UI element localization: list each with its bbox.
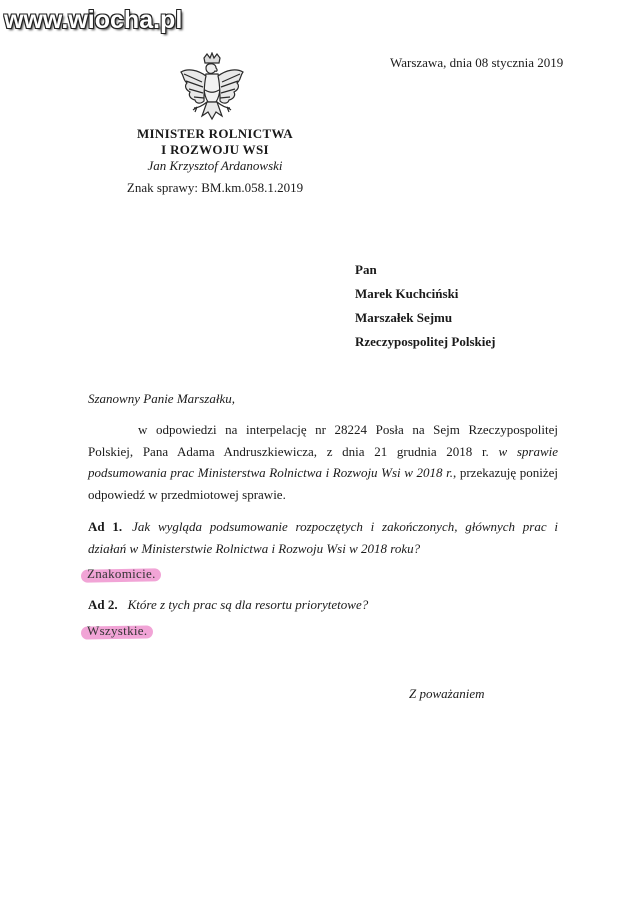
polish-eagle-emblem-icon [178,52,246,130]
body-subject: w sprawie podsumowania prac Ministerstwa Rolnictwa i Rozwoju Wsi w 2018 r. [88,443,559,480]
body-text: w odpowiedzi na interpelację nr 28224 Posła na Sejm Rzeczypospolitej Polskiej, Pana Adama Andruszkiewicza, z dnia 21 grudnia 2018 r. [88,422,558,459]
question-label: Ad 2. [88,597,118,612]
answer-2 [87,623,147,639]
answer-text: Znakomicie. [87,566,156,581]
addressee-block [355,262,495,358]
salutation: Szanowny Panie Marszałku, [88,391,235,406]
ministry-title [110,126,320,158]
question-1 [88,516,558,559]
answer-1 [87,566,156,582]
question-text: Które z tych prac są dla resortu priorytetowe? [127,597,369,612]
minister-name: Jan Krzysztof Ardanowski [147,158,283,173]
addressee-line: Rzeczypospolitej Polskiej [355,334,496,349]
question-text: Jak wygląda podsumowanie rozpoczętych i zakończonych, głównych prac i działań w Ministerstwie Rolnictwa i Rozwoju Wsi w 2018 roku? [88,519,558,556]
question-label: Ad 1. [88,519,123,534]
site-watermark: www.wiocha.pl [4,6,183,34]
addressee-line: Marek Kuchciński [355,286,459,301]
question-2 [88,594,558,616]
addressee-line: Marszałek Sejmu [355,310,453,325]
closing-formula: Z poważaniem [409,686,485,701]
letter-date: Warszawa, dnia 08 stycznia 2019 [390,55,564,70]
body-text: , przekazuję poniżej odpowiedź w przedmiotowej sprawie. [88,465,559,502]
ministry-title-line1: MINISTER ROLNICTWA [136,126,293,141]
body-paragraph [88,419,558,505]
case-number: Znak sprawy: BM.km.058.1.2019 [126,180,304,195]
ministry-title-line2: I ROZWOJU WSI [161,142,269,157]
addressee-line: Pan [355,262,377,277]
answer-text: Wszystkie. [87,623,148,638]
